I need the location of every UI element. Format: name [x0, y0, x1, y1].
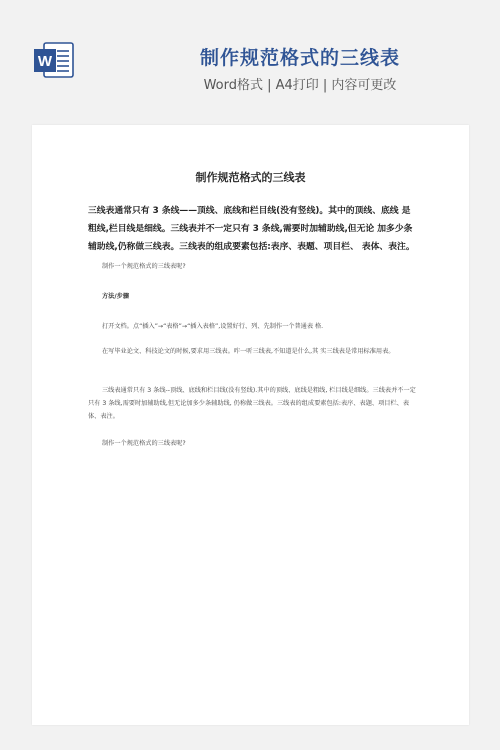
question-paragraph: 制作一个规范格式的三线表呢?	[102, 440, 186, 447]
method-heading: 方法/步骤	[102, 293, 130, 300]
page-subtitle: Word格式 | A4打印 | 内容可更改	[203, 78, 397, 93]
word-icon-letter: W	[37, 53, 53, 70]
question-paragraph: 制作一个规范格式的三线表呢?	[102, 263, 186, 270]
step-paragraph: 三线表通常只有 3 条线--顶线、底线和栏目线(没有竖线).其中的顶线、底线是粗线, 栏目线是细线。三线表并不一定只有 3 条线,需要时加辅助线,但无论加多少条辅助线, 仍称做三线表。三线表的组成要素包括:表序、表题、项目栏、表体、表注。	[88, 387, 416, 420]
step-paragraph: 打开文档。点“插入”→“表格”→“插入表格”,设置好行、列、先制作一个普通表 格.	[102, 323, 324, 330]
word-doc-icon	[33, 40, 75, 80]
document-page	[32, 125, 469, 725]
document-title: 制作规范格式的三线表	[195, 171, 306, 184]
intro-paragraph: 三线表通常只有 3 条线——顶线、底线和栏目线(没有竖线)。其中的顶线、底线 是粗线,栏目线是细线。三线表并不一定只有 3 条线,需要时加辅助线,但无论 加多少条辅助线,仍称做三线表。三线表的组成要素包括:表序、表题、项目栏、 表体、表注。	[88, 206, 415, 252]
page-title: 制作规范格式的三线表	[199, 47, 400, 69]
step-paragraph: 在写毕业论文、科技论文的时候,要求用三线表。咋一听三线表,不知道是什么,其 实三线表是常用标准用表。	[102, 348, 395, 355]
header	[0, 0, 500, 125]
